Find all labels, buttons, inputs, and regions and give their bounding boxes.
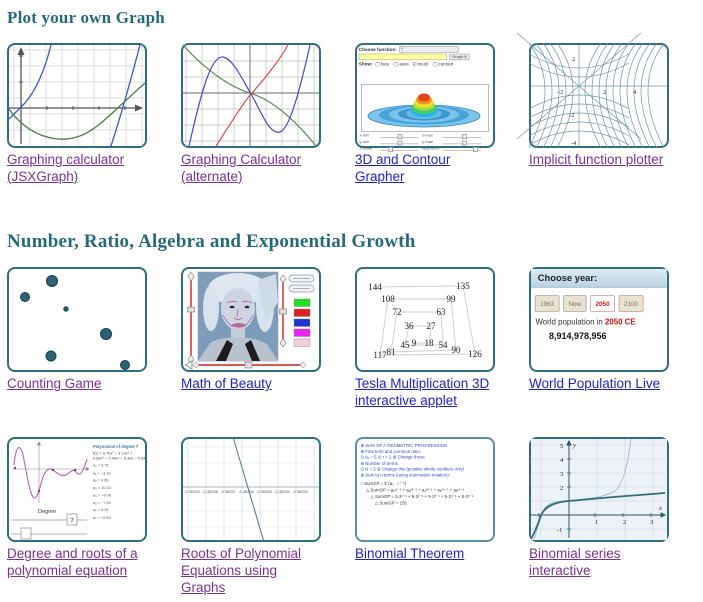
link-counting-game[interactable]: Counting Game [7,376,102,392]
polynomial-plot-graphic [9,439,93,540]
svg-text:90: 90 [451,345,461,356]
svg-text:-3.36254: -3.36254 [274,489,290,495]
svg-text:-4: -4 [571,140,577,147]
svg-text:108: 108 [381,294,395,305]
zoomed-root-plot-graphic [183,439,319,540]
svg-text:2: 2 [623,519,627,527]
svg-text:27: 27 [426,321,436,332]
y-axis-arrow [18,47,25,55]
svg-text:-3.36255: -3.36255 [256,489,272,495]
tesla-spiral-graphic [357,269,493,370]
plot-background [531,439,667,540]
bottom-horizontal-slider [185,361,306,369]
svg-text:1: 1 [595,519,599,527]
svg-text:36: 36 [404,321,414,332]
link-binomial-theorem[interactable]: Binomial Theorem [355,546,465,562]
option-contour: ◯ contour [432,61,454,67]
cards-row-2 [7,267,699,409]
svg-text:7: 7 [70,517,74,525]
counting-game-thumbnail[interactable] [7,267,147,372]
card-implicit-function-plotter [529,43,703,169]
year-button-1963: 1963 [535,295,560,312]
card-degree-and-roots [7,437,181,579]
binomial-series-thumbnail[interactable] [529,437,669,542]
segments-slider [443,147,481,151]
root-points [14,467,76,492]
svg-text:-3.36257: -3.36257 [220,489,236,495]
coefficient-slider [11,528,87,539]
binomial-theorem-thumbnail[interactable] [355,437,495,542]
link-graphing-calculator-jsxgraph[interactable]: Graphing calculator (JSXGraph) [7,152,125,184]
graphing-calculator-alternate-thumbnail[interactable] [181,43,321,148]
3d-grapher-controls [357,45,496,66]
degree-slider-label: Degree [37,509,57,516]
cards-row-3 [7,437,699,596]
implicit-function-plotter-thumbnail[interactable] [529,43,669,148]
right-vertical-slider [280,275,287,347]
link-graphing-calculator-alternate[interactable]: Graphing Calculator (alternate) [181,152,302,184]
card-tesla-multiplication [355,267,529,409]
card-world-population-live [529,267,703,393]
geometric-progression-worksheet [357,439,493,506]
binomial-series-plot-graphic [531,439,667,540]
choose-year-header: Choose year: [531,269,667,288]
mask-option-buttons [289,275,314,292]
card-counting-game [7,267,181,393]
world-population-mini-ui [531,269,667,370]
3d-grapher-mini-ui [357,45,493,151]
x-min-slider [380,134,418,138]
y-min-slider [380,140,418,144]
left-vertical-slider [188,272,195,364]
gp-line-number-of-terms: ⊕ Number of terms: [360,460,399,466]
svg-text:99: 99 [446,294,456,305]
gp-sum-expanded: △ SumGP = a₁r¹⁻¹ + a₁r²⁻¹ + a₁r³⁻¹ + a₁r⁴⁻¹ + a₁r⁵⁻¹ [365,487,465,493]
gp-line-sum-caption: ⊕ Sum to n terms (using summation notation): [360,472,450,478]
year-button-2050-selected: 2050 [590,295,615,312]
svg-text:63: 63 [436,307,446,318]
option-axes: ◯ axes [393,61,409,67]
grid-lines [9,45,145,146]
z-scale-slider [380,147,418,151]
svg-text:-3.36253: -3.36253 [292,489,308,495]
year-button-2100: 2100 [619,295,644,312]
gp-sum-numeric: △ SumGP = 5·2¹⁻¹ + 5·2²⁻¹ + 5·2³⁻¹ + 5·2⁴⁻¹ + 5·2⁵⁻¹ [370,494,474,500]
roots-polynomial-thumbnail[interactable] [181,437,321,542]
link-roots-of-polynomial[interactable]: Roots of Polynomial Equations using Graphs [181,546,302,595]
fx-line-1: f(x) = 0.75x⁷ − 3.19x⁶ + [93,452,133,456]
svg-text:4: 4 [633,89,637,96]
counting-dots-graphic [9,269,145,370]
svg-text:-2: -2 [569,112,575,119]
svg-text:x: x [659,505,662,513]
sombrero-surface-graphic [362,85,488,131]
svg-text:-3.36259: -3.36259 [184,489,200,495]
y-max-label: y-max [421,140,434,145]
dots [21,276,130,370]
function-dropdown: ▾ [399,46,458,52]
choose-function-label: Choose function: [358,46,397,52]
svg-text:2: 2 [572,56,576,63]
link-binomial-series[interactable]: Binomial series interactive [529,546,621,578]
mask-color-swatches [294,299,310,347]
portrait-photo [198,272,278,361]
green-curve [9,83,145,139]
coefficient-a5: a₅ = −7.40 [93,501,111,506]
svg-text:-3.36256: -3.36256 [238,489,254,495]
svg-text:3: 3 [560,471,564,479]
3d-surface-plot [361,84,489,132]
fx-line-2: 0.66x⁵ − 7.40x⁴ + 6.33x − 0.53 [93,457,146,461]
axes [183,45,319,146]
3d-grapher-sliders [357,132,497,151]
svg-text:5: 5 [560,443,564,451]
z-scale-label: z-scale [359,146,373,151]
svg-text:126: 126 [468,349,482,360]
card-3d-contour-grapher [355,43,529,185]
population-caption: World population in 2050 CE [535,317,636,327]
svg-text:144: 144 [368,282,382,293]
link-implicit-function-plotter[interactable]: Implicit function plotter [529,152,664,167]
section-title-number-ratio-algebra: Number, Ratio, Algebra and Exponential Growth [7,231,416,253]
graph-it-button: Graph it [449,54,469,60]
svg-text:18: 18 [424,338,434,349]
degree-slider [11,514,87,525]
svg-text:9: 9 [411,338,417,349]
link-math-of-beauty[interactable]: Math of Beauty [181,376,272,392]
option-mesh: ☑ mesh [412,61,429,67]
svg-text:81: 81 [386,347,396,358]
gp-sum-result: △ SumGP = 155 [374,500,407,506]
polynomial-info-panel [93,444,145,520]
show-label: Show: [358,61,373,67]
card-graphing-calculator-alternate [181,43,355,185]
coefficient-a6: a₆ = 6.33 [93,508,109,513]
svg-text:-1: -1 [557,527,563,535]
card-math-of-beauty [181,267,355,393]
card-binomial-theorem [355,437,529,563]
axes [12,442,89,503]
jsxgraph-plot-graphic [9,45,145,146]
section-title-plot-your-own-graph: Plot your own Graph [7,8,165,27]
svg-text:-3.36258: -3.36258 [202,489,218,495]
svg-text:3: 3 [650,519,654,527]
svg-text:45: 45 [400,340,410,351]
degree-roots-thumbnail[interactable] [7,437,147,542]
play-triangle-icon [185,361,192,369]
gp-line-a1-r: ⊙ a₁ = 5 ⊙ r = 2 ⊕ Change these [360,455,425,461]
contour-curves [517,33,667,148]
function-input [359,54,447,60]
link-world-population-live[interactable]: World Population Live [529,376,661,392]
coefficient-a7: a₇ = −0.53 [93,516,111,520]
world-population-thumbnail[interactable] [529,267,669,372]
x-min-label: x-min [359,133,370,138]
svg-text:y: y [573,442,576,450]
axis-tick-labels [184,489,309,494]
beauty-applet-graphic [183,269,319,370]
link-tesla-multiplication[interactable]: Tesla Multiplication 3D interactive applet [355,376,490,408]
card-binomial-series [529,437,703,579]
svg-text:4: 4 [560,457,564,465]
x-max-label: x-max [421,133,434,138]
link-degree-and-roots[interactable]: Degree and roots of a polynomial equation [7,546,138,578]
coefficient-a2: a₂ = 0.66 [93,479,109,483]
polynomial-degree-title: Polynomial of degree 7 [93,444,139,450]
svg-text:-2: -2 [558,89,564,96]
math-of-beauty-thumbnail[interactable] [181,267,321,372]
3d-contour-grapher-thumbnail[interactable] [355,43,495,151]
svg-text:2: 2 [560,485,564,493]
graphing-calculator-thumbnail[interactable] [7,43,147,148]
gp-line-first-term: ⊕ First term and common ratio: [360,449,422,455]
polynomial-curve [14,448,87,498]
svg-text:54: 54 [438,340,448,351]
caption-year: 2050 CE [604,317,636,327]
population-value: 8,914,978,956 [549,330,607,342]
grid-lines [183,45,319,146]
svg-text:2: 2 [603,89,607,96]
x-max-slider [443,134,481,138]
implicit-contour-graphic [531,45,667,146]
tesla-multiplication-thumbnail[interactable] [355,267,495,372]
y-min-label: y-min [359,140,370,145]
alternate-plot-graphic [183,45,319,146]
year-button-now: Now [563,295,586,312]
year-buttons [535,295,663,312]
card-roots-of-polynomial [181,437,355,596]
option-face: ◯ face [374,61,390,67]
coefficient-a0: a₀ = 0.75 [93,464,109,469]
svg-text:135: 135 [456,281,470,292]
coefficient-a1: a₁ = −3.19 [93,471,111,476]
coefficient-a3: a₃ = 10.04 [93,486,111,491]
cards-row-1 [7,43,699,185]
gp-line-n: ⊙ N = 5 ⊕ Change this (positive whole numbers only) [360,466,465,472]
link-3d-contour-grapher[interactable]: 3D and Contour Grapher [355,152,451,184]
coefficient-a4: a₄ = −9.09 [93,493,111,498]
segments-label: segments [421,146,440,151]
gp-title-line: ⊕ SUM OF A GEOMETRIC PROGRESSION [360,443,448,449]
card-graphing-calculator-jsxgraph [7,43,181,185]
y-max-slider [443,140,481,144]
gp-sum-sigma: □ SumGP = Σ (a₁ · r ⁱ⁻¹) [360,481,407,487]
svg-text:117: 117 [373,350,387,361]
svg-text:72: 72 [392,307,402,318]
